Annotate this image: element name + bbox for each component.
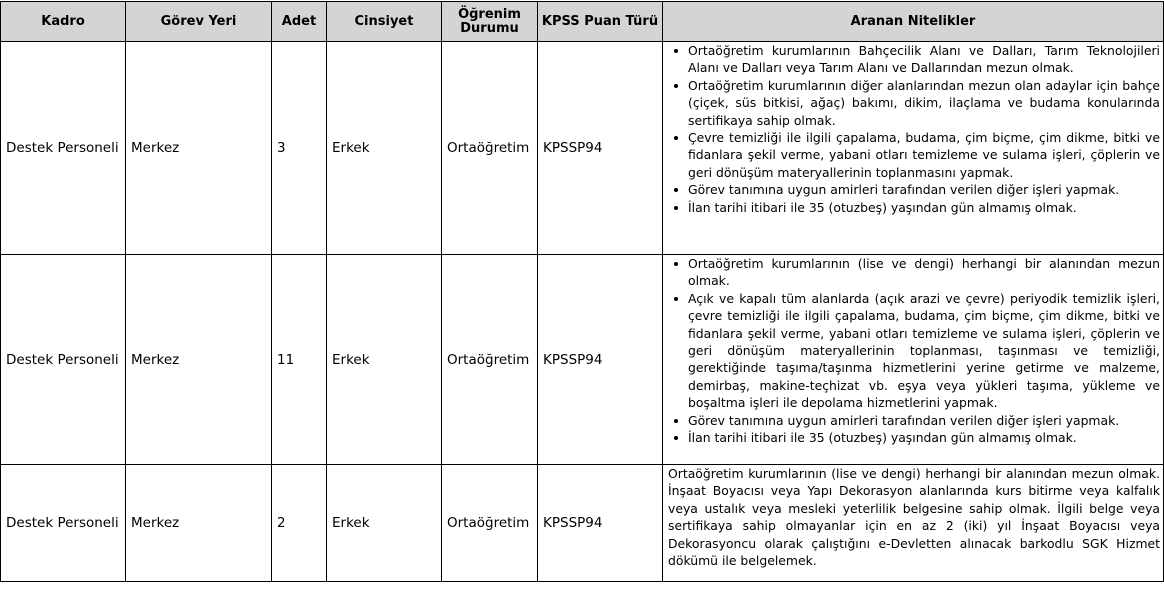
cell-nitelikler — [663, 255, 1164, 465]
list-item: Çevre temizliği ile ilgili çapalama, budama, çim biçme, çim dikme, bitki ve fidanlara şekil verme, yabani otları temizleme ve sulama işleri, çöplerin ve geri dönüşüm materyallerinin toplanmasını yapmak. — [688, 130, 1160, 180]
list-item: Görev tanımına uygun amirleri tarafından verilen diğer işleri yapmak. — [688, 412, 1160, 429]
cell-cinsiyet: Erkek — [327, 42, 442, 255]
cell-nitelikler — [663, 42, 1164, 255]
list-item: Görev tanımına uygun amirleri tarafından verilen diğer işleri yapmak. — [688, 181, 1160, 198]
requirements-list — [668, 255, 1160, 446]
job-requirements-table — [0, 1, 1164, 582]
header-ogrenim-durumu — [442, 2, 538, 42]
requirements-paragraph: Ortaöğretim kurumlarının (lise ve dengi) herhangi bir alanından mezun olmak. İnşaat Boyacısı veya Yapı Dekorasyon alanlarında kurs bitirme veya kalfalık veya ustalık veya mesleki yeterlilik belgesine sahip olmak. İlgili belge veya sertifikaya sahip olmayanlar için en az 2 (iki) yıl İnşaat Boyacısı veya Dekorasyoncu olarak çalıştığını e-Devletten alınacak barkodlu SGK Hizmet dökümü ile belgelemek. — [668, 466, 1160, 569]
cell-cinsiyet: Erkek — [327, 255, 442, 465]
table-row — [1, 255, 1164, 465]
cell-adet: 11 — [272, 255, 327, 465]
table-header-row — [1, 2, 1164, 42]
cell-kpss: KPSSP94 — [538, 255, 663, 465]
header-cinsiyet: Cinsiyet — [327, 2, 442, 42]
cell-cinsiyet: Erkek — [327, 465, 442, 582]
cell-kpss: KPSSP94 — [538, 42, 663, 255]
cell-kadro: Destek Personeli — [1, 42, 126, 255]
cell-adet: 2 — [272, 465, 327, 582]
header-kpss-puan-turu: KPSS Puan Türü — [538, 2, 663, 42]
list-item: Ortaöğretim kurumlarının (lise ve dengi) herhangi bir alanından mezun olmak. — [688, 256, 1160, 289]
list-item: Ortaöğretim kurumlarının diğer alanlarından mezun olan adaylar için bahçe (çiçek, süs bitkisi, ağaç) bakımı, dikim, ilaçlama ve budama konularında sertifikaya sahip olmak. — [688, 77, 1160, 128]
cell-gorev-yeri: Merkez — [126, 465, 272, 582]
cell-adet: 3 — [272, 42, 327, 255]
cell-ogrenim: Ortaöğretim — [442, 255, 538, 465]
table-row — [1, 42, 1164, 255]
requirements-list — [668, 42, 1160, 216]
header-ogrenim-line1: Öğrenim — [458, 6, 521, 22]
header-ogrenim-line2: Durumu — [460, 20, 519, 36]
cell-ogrenim: Ortaöğretim — [442, 42, 538, 255]
header-adet: Adet — [272, 2, 327, 42]
header-aranan-nitelikler: Aranan Nitelikler — [663, 2, 1164, 42]
list-item: İlan tarihi itibari ile 35 (otuzbeş) yaşından gün almamış olmak. — [688, 429, 1160, 446]
cell-gorev-yeri: Merkez — [126, 42, 272, 255]
cell-kadro: Destek Personeli — [1, 465, 126, 582]
list-item: İlan tarihi itibari ile 35 (otuzbeş) yaşından gün almamış olmak. — [688, 199, 1160, 216]
header-gorev-yeri: Görev Yeri — [126, 2, 272, 42]
cell-kpss: KPSSP94 — [538, 465, 663, 582]
list-item: Açık ve kapalı tüm alanlarda (açık arazi ve çevre) periyodik temizlik işleri, çevre temizliği ile ilgili çapalama, budama, çim biçme, çim dikme, bitki ve fidanlara şekil verme, yabani otları temizleme ve sulama işleri, çöplerin ve geri dönüşüm materyallerinin toplanması, taşınması ve temizliği, gerektiğinde taşıma/taşınma hizmetlerini yerine getirme ve malzeme, demirbaş, makine-teçhizat vb. eşya veya yükleri taşıma, yükleme ve boşaltma işleri ile depolama hizmetlerini yapmak. — [688, 290, 1160, 411]
header-kadro: Kadro — [1, 2, 126, 42]
table-row — [1, 465, 1164, 582]
cell-ogrenim: Ortaöğretim — [442, 465, 538, 582]
cell-kadro: Destek Personeli — [1, 255, 126, 465]
list-item: Ortaöğretim kurumlarının Bahçecilik Alanı ve Dalları, Tarım Teknolojileri Alanı ve Dalları veya Tarım Alanı ve Dallarından mezun olmak. — [688, 43, 1160, 76]
cell-gorev-yeri: Merkez — [126, 255, 272, 465]
cell-nitelikler — [663, 465, 1164, 582]
